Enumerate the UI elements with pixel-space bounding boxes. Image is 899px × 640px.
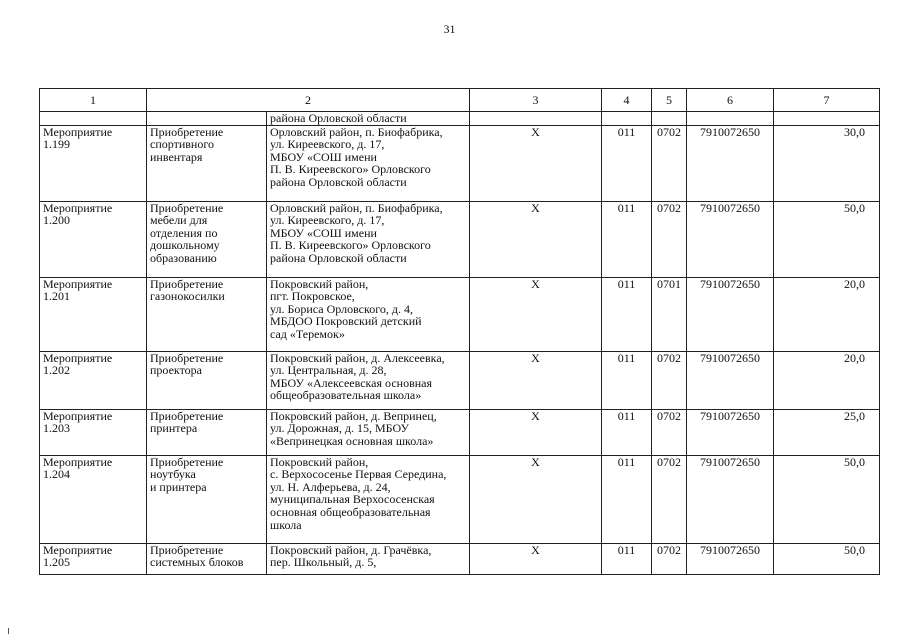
address-cell: Покровский район, д. Вепринец, ул. Дорожная, д. 15, МБОУ «Вепринецкая основная школа» [267, 409, 470, 455]
table-header-row [40, 89, 880, 112]
col5-cell: 0702 [652, 201, 687, 277]
amount-cell: 50,0 [774, 201, 880, 277]
address-cell: Покровский район, д. Алексеевка, ул. Центральная, д. 28, МБОУ «Алексеевская основная общеобразовательная школа» [267, 351, 470, 409]
col6-cell: 7910072650 [687, 455, 774, 543]
address-cell: Покровский район, с. Верхососенье Первая Середина, ул. Н. Алферьева, д. 24, муниципальная Верхососенская основная общеобразовательная школа [267, 455, 470, 543]
address-cell: Покровский район, д. Грачёвка, пер. Школьный, д. 5, [267, 543, 470, 574]
col4-cell: 011 [602, 125, 652, 201]
event-name-cell: Приобретение системных блоков [147, 543, 267, 574]
col6-cell: 7910072650 [687, 201, 774, 277]
event-name-cell: Приобретение проектора [147, 351, 267, 409]
event-name-cell: Приобретение газонокосилки [147, 277, 267, 351]
amount-cell: 20,0 [774, 351, 880, 409]
amount-cell: 50,0 [774, 455, 880, 543]
event-name-cell: Приобретение спортивного инвентаря [147, 125, 267, 201]
column-header: 1 [40, 89, 147, 112]
col3-cell: Х [470, 125, 602, 201]
col5-cell: 0702 [652, 125, 687, 201]
address-cell: Орловский район, п. Биофабрика, ул. Киреевского, д. 17, МБОУ «СОШ имени П. В. Киреевского» Орловского района Орловской области [267, 201, 470, 277]
col3-cell: Х [470, 455, 602, 543]
column-header: 2 [147, 89, 470, 112]
column-header: 3 [470, 89, 602, 112]
continuation-row [40, 112, 880, 126]
col3-cell: Х [470, 543, 602, 574]
event-id-cell: Мероприятие 1.203 [40, 409, 147, 455]
page-number: 31 [443, 22, 456, 36]
event-name-cell: Приобретение мебели для отделения по дошкольному образованию [147, 201, 267, 277]
address-cell: Покровский район, пгт. Покровское, ул. Бориса Орловского, д. 4, МБДОО Покровский детский сад «Теремок» [267, 277, 470, 351]
amount-cell: 20,0 [774, 277, 880, 351]
col6-cell: 7910072650 [687, 351, 774, 409]
event-id-cell: Мероприятие 1.204 [40, 455, 147, 543]
event-id-cell: Мероприятие 1.199 [40, 125, 147, 201]
col6-cell: 7910072650 [687, 543, 774, 574]
col4-cell: 011 [602, 455, 652, 543]
table-row [40, 277, 880, 351]
col3-cell: Х [470, 277, 602, 351]
column-header: 6 [687, 89, 774, 112]
event-name-cell: Приобретение ноутбука и принтера [147, 455, 267, 543]
col6-cell: 7910072650 [687, 125, 774, 201]
col3-cell: Х [470, 351, 602, 409]
col4-cell: 011 [602, 201, 652, 277]
amount-cell: 25,0 [774, 409, 880, 455]
table-row [40, 543, 880, 574]
table-row [40, 455, 880, 543]
col4-cell: 011 [602, 543, 652, 574]
col5-cell: 0702 [652, 543, 687, 574]
table-row [40, 351, 880, 409]
event-name-cell: Приобретение принтера [147, 409, 267, 455]
col5-cell: 0702 [652, 455, 687, 543]
amount-cell: 50,0 [774, 543, 880, 574]
column-header: 7 [774, 89, 880, 112]
event-id-cell: Мероприятие 1.205 [40, 543, 147, 574]
col6-cell: 7910072650 [687, 409, 774, 455]
col4-cell: 011 [602, 351, 652, 409]
column-header: 5 [652, 89, 687, 112]
budget-table [39, 88, 880, 575]
address-cell: Орловский район, п. Биофабрика, ул. Киреевского, д. 17, МБОУ «СОШ имени П. В. Киреевского» Орловского района Орловской области [267, 125, 470, 201]
col4-cell: 011 [602, 277, 652, 351]
table-row [40, 125, 880, 201]
col3-cell: Х [470, 201, 602, 277]
address-cell: района Орловской области [267, 112, 470, 126]
event-id-cell: Мероприятие 1.200 [40, 201, 147, 277]
amount-cell: 30,0 [774, 125, 880, 201]
col4-cell: 011 [602, 409, 652, 455]
event-id-cell: Мероприятие 1.202 [40, 351, 147, 409]
event-id-cell: Мероприятие 1.201 [40, 277, 147, 351]
col6-cell: 7910072650 [687, 277, 774, 351]
column-header: 4 [602, 89, 652, 112]
col5-cell: 0702 [652, 351, 687, 409]
col5-cell: 0702 [652, 409, 687, 455]
col5-cell: 0701 [652, 277, 687, 351]
scan-mark [8, 628, 9, 634]
col3-cell: Х [470, 409, 602, 455]
table-row [40, 409, 880, 455]
table-row [40, 201, 880, 277]
